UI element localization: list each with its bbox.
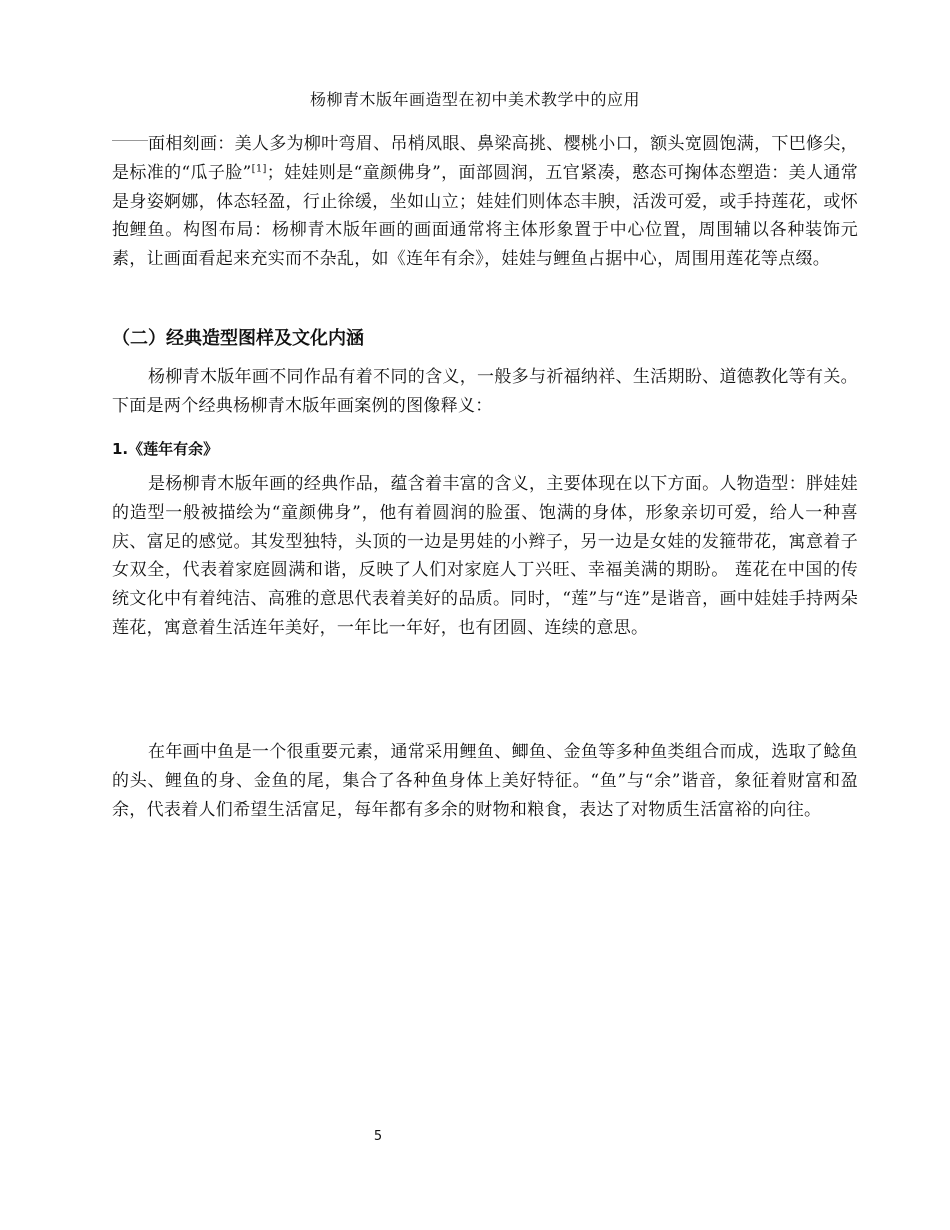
paragraph-text-part1: 面相刻画：美人多为柳叶弯眉、吊梢凤眼、鼻梁高挑、樱桃小口，额头宽圆饱满，下巴修尖，是标准的“瓜子脸” — [112, 134, 858, 183]
section-heading: （二）经典造型图样及文化内涵 — [112, 328, 364, 349]
running-header: 杨柳青木版年画造型在初中美术教学中的应用 — [309, 90, 640, 109]
reference-marker[interactable]: [1] — [251, 163, 267, 175]
paragraph-text-part2: ；娃娃则是“童颜佛身”，面部圆润，五官紧凑，憨态可掬体态塑造：美人通常是身姿婀娜，体态轻盈，行止徐缓，坐如山立；娃娃们则体态丰腴，活泼可爱，或手持莲花，或怀抱鲤鱼。构图布局：杨柳青木版年画的画面通常将主体形象置于中心位置，周围辅以各种装饰元素，让画面看起来充实而不杂乱，如《连年有余》，娃娃与鲤鱼占据中心，周围用莲花等点缀。 — [112, 162, 858, 270]
paragraph-lotus: 是杨柳青木版年画的经典作品，蕴含着丰富的含义，主要体现在以下方面。人物造型：胖娃娃的造型一般被描绘为“童颜佛身”，他有着圆润的脸蛋、饱满的身体，形象亲切可爱，给人一种喜庆、富足的感觉。其发型独特，头顶的一边是男娃的小辫子，另一边是女娃的发箍带花，寓意着子女双全，代表着家庭圆满和谐，反映了人们对家庭人丁兴旺、幸福美满的期盼。 莲花在中国的传统文化中有着纯洁、高雅的意思代表着美好的品质。同时，“莲”与“连”是谐音，画中娃娃手持两朵莲花，寓意着生活连年美好，一年比一年好，也有团圆、连续的意思。 — [112, 474, 858, 638]
paragraph-intro: 杨柳青木版年画不同作品有着不同的含义，一般多与祈福纳祥、生活期盼、道德教化等有关。下面是两个经典杨柳青木版年画案例的图像释义： — [112, 367, 858, 416]
paragraph-facial-features — [112, 130, 858, 274]
subsection-heading: 1.《莲年有余》 — [112, 440, 219, 458]
paragraph-fish: 在年画中鱼是一个很重要元素，通常采用鲤鱼、鲫鱼、金鱼等多种鱼类组合而成，选取了鲶鱼的头、鲤鱼的身、金鱼的尾，集合了各种鱼身体上美好特征。“鱼”与“余”谐音，象征着财富和盈余，代表着人们希望生活富足，每年都有多余的财物和粮食，表达了对物质生活富裕的向往。 — [112, 742, 858, 820]
page-number: 5 — [373, 1129, 383, 1144]
